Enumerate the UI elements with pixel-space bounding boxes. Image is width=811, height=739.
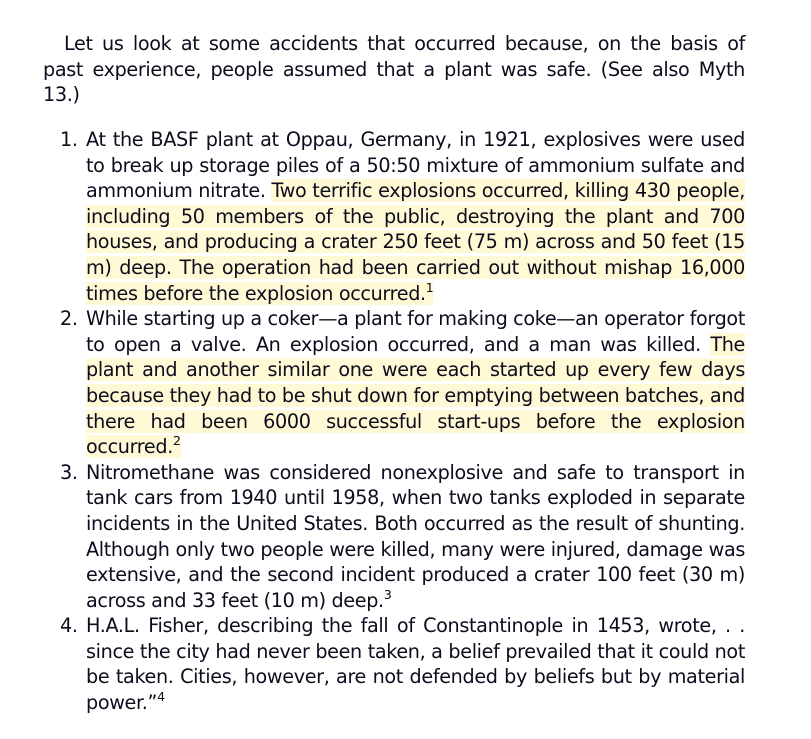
list-item: [60, 127, 745, 306]
list-item: [60, 306, 745, 460]
footnote-reference[interactable]: 4: [157, 689, 165, 705]
list-item: [60, 460, 745, 614]
list-item-number: 4.: [60, 614, 78, 638]
footnote-reference[interactable]: 1: [425, 279, 434, 295]
footnote-reference[interactable]: 3: [383, 586, 392, 602]
list-item-number: 3.: [60, 460, 78, 484]
highlighted-text-content: Two terrific explosions occurred, killing 430 people, including 50 members of the public, destroying the plant and 700 houses, and producing a crater 250 feet (75 m) across and 50 feet (15 m) deep. The operation had been carried out without mishap 16,000 times before the explosion occurred.: [86, 179, 745, 305]
intro-paragraph: Let us look at some accidents that occurred because, on the basis of past experience, people assumed that a plant was safe. (See also Myth 13.): [43, 32, 745, 106]
highlighted-text-content: The plant and another similar one were each started up every few days because they had to be shut down for emptying between batches, and there had been 6000 successful start-ups before the explosion occurred.: [86, 332, 745, 459]
list-item: [60, 613, 745, 715]
list-item-text: H.A.L. Fisher, describing the fall of Constantinople in 1453, wrote, . . since the city had never been taken, a belief prevailed that it could not be taken. Cities, however, are not defended by beliefs but by material power.”: [86, 614, 745, 715]
list-item-text: While starting up a coker—a plant for making coke—an operator forgot to open a valve. An explosion occurred, and a man was killed.: [86, 307, 745, 356]
list-item-number: 1.: [60, 128, 78, 151]
list-item-number: 2.: [60, 307, 78, 331]
list-item-text: At the BASF plant at Oppau, Germany, in 1921, explosives were used to break up storage piles of a 50:50 mixture of ammonium sulfate and ammonium nitrate.: [86, 128, 745, 203]
list-item-text: Nitromethane was considered nonexplosive and safe to transport in tank cars from 1940 until 1958, when two tanks exploded in separate incidents in the United States. Both occurred as the result of shunting. Although only two people were killed, many were injured, damage was extensive, and the second incident produced a crater 100 feet (30 m) across and 33 feet (10 m) deep.: [86, 460, 745, 612]
accident-list: [60, 127, 745, 716]
footnote-reference[interactable]: 2: [172, 433, 181, 449]
